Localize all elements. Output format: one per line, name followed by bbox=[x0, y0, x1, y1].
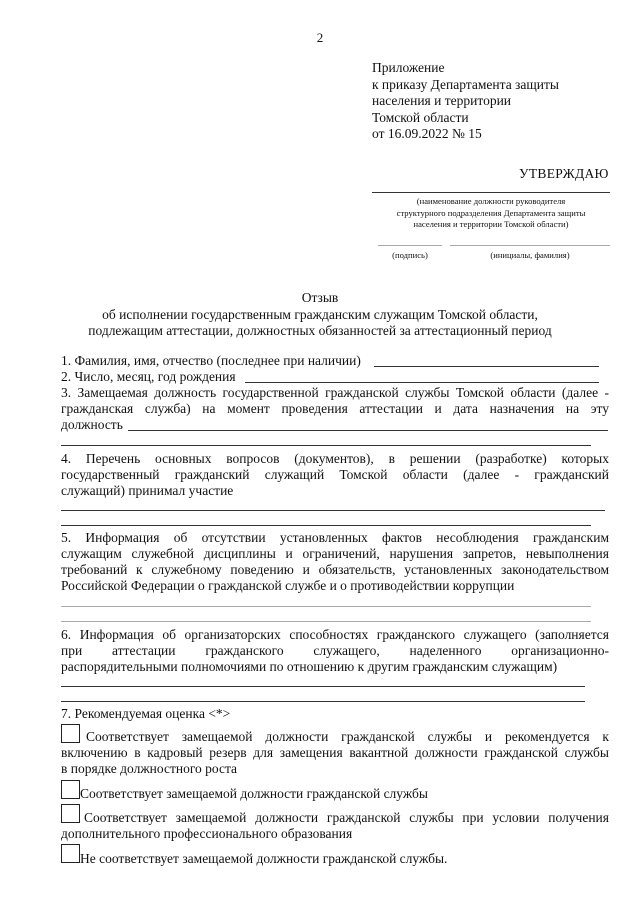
item-1-label: 1. Фамилия, имя, отчество (последнее при наличии) bbox=[61, 353, 361, 368]
signature-caption: (подпись) bbox=[392, 250, 428, 260]
appendix-line: от 16.09.2022 № 15 bbox=[372, 126, 482, 141]
appendix-line: Томской области bbox=[372, 109, 469, 125]
approver-position-line[interactable] bbox=[372, 192, 610, 193]
position-field-2[interactable] bbox=[61, 445, 591, 446]
option-1-line: в порядке должностного роста bbox=[61, 761, 238, 776]
initials-line[interactable] bbox=[450, 245, 610, 246]
item-6-line: при аттестации гражданского служащего, наделенного организационно- bbox=[61, 643, 609, 658]
full-name-field[interactable] bbox=[374, 366, 599, 367]
caption-line: структурного подразделения Департамента защиты bbox=[396, 207, 586, 218]
option-1-line: включению в кадровый резерв для замещения вакантной должности гражданской службы bbox=[61, 745, 609, 760]
page-number: 2 bbox=[316, 30, 324, 45]
document-title bbox=[0, 290, 640, 340]
title-line: подлежащим аттестации, должностных обязанностей за аттестационный период bbox=[88, 323, 552, 338]
questions-field-1[interactable] bbox=[61, 510, 605, 511]
item-6-line: распорядительными полномочиями по отношению к другим гражданским служащим) bbox=[61, 659, 558, 674]
questions-field-2[interactable] bbox=[61, 525, 591, 526]
position-caption bbox=[370, 196, 612, 231]
caption-line: (наименование должности руководителя bbox=[416, 196, 566, 206]
option-4-checkbox[interactable] bbox=[61, 844, 80, 863]
initials-caption: (инициалы, фамилия) bbox=[490, 250, 570, 260]
item-5-line: служащим служебной дисциплины и ограничений, нарушения запретов, невыполнения bbox=[61, 546, 609, 561]
option-1-checkbox[interactable] bbox=[61, 724, 80, 743]
item-3-line: должность bbox=[61, 417, 123, 432]
signature-line[interactable] bbox=[378, 245, 442, 246]
organizer-field-1[interactable] bbox=[61, 686, 585, 687]
birth-date-field[interactable] bbox=[245, 382, 599, 383]
option-3-checkbox[interactable] bbox=[61, 804, 80, 823]
organizer-field-2[interactable] bbox=[61, 701, 585, 702]
item-3-line: 3. Замещаемая должность государственной гражданской службы Томской области (далее - bbox=[61, 385, 609, 400]
approval-label: УТВЕРЖДАЮ bbox=[519, 166, 609, 181]
item-2-label: 2. Число, месяц, год рождения bbox=[61, 369, 236, 384]
title-line: Отзыв bbox=[301, 290, 339, 305]
option-3-line: дополнительного профессионального образования bbox=[61, 826, 353, 841]
option-2-line: Соответствует замещаемой должности гражданской службы bbox=[80, 786, 428, 801]
item-4-line: государственный гражданский служащий Томской области (далее - гражданский bbox=[61, 467, 609, 482]
option-1-line: Соответствует замещаемой должности гражданской службы и рекомендуется к bbox=[86, 729, 609, 744]
option-2-checkbox[interactable] bbox=[61, 780, 80, 799]
option-3-line: Соответствует замещаемой должности гражданской службы при условии получения bbox=[84, 810, 609, 825]
item-5-line: 5. Информация об отсутствии установленных фактов несоблюдения гражданским bbox=[61, 530, 609, 545]
item-4-line: 4. Перечень основных вопросов (документов), в решении (разработке) которых bbox=[61, 451, 609, 466]
discipline-field-2[interactable] bbox=[61, 621, 591, 622]
appendix-line: Приложение bbox=[372, 60, 445, 75]
item-6-line: 6. Информация об организаторских способностях гражданского служащего (заполняется bbox=[61, 627, 609, 642]
caption-line: населения и территории Томской области) bbox=[413, 219, 569, 229]
item-4-line: служащий) принимал участие bbox=[61, 483, 234, 498]
option-4-line: Не соответствует замещаемой должности гражданской службы. bbox=[80, 851, 448, 866]
item-7-heading: 7. Рекомендуемая оценка <*> bbox=[61, 706, 231, 721]
discipline-field-1[interactable] bbox=[61, 606, 591, 607]
item-3-line: гражданская служба) на момент проведения аттестации и дата назначения на эту bbox=[61, 401, 609, 416]
title-line: об исполнении государственным гражданским служащим Томской области, bbox=[102, 306, 538, 322]
appendix-line: к приказу Департамента защиты bbox=[372, 76, 559, 92]
appendix-line: населения и территории bbox=[372, 93, 512, 108]
item-5-line: требований к служебному поведению и обязательств, установленных законодательством bbox=[61, 562, 609, 577]
appendix-block bbox=[372, 60, 559, 143]
item-5-line: Российской Федерации о гражданской службе и о противодействии коррупции bbox=[61, 578, 515, 593]
position-field[interactable] bbox=[128, 430, 608, 431]
